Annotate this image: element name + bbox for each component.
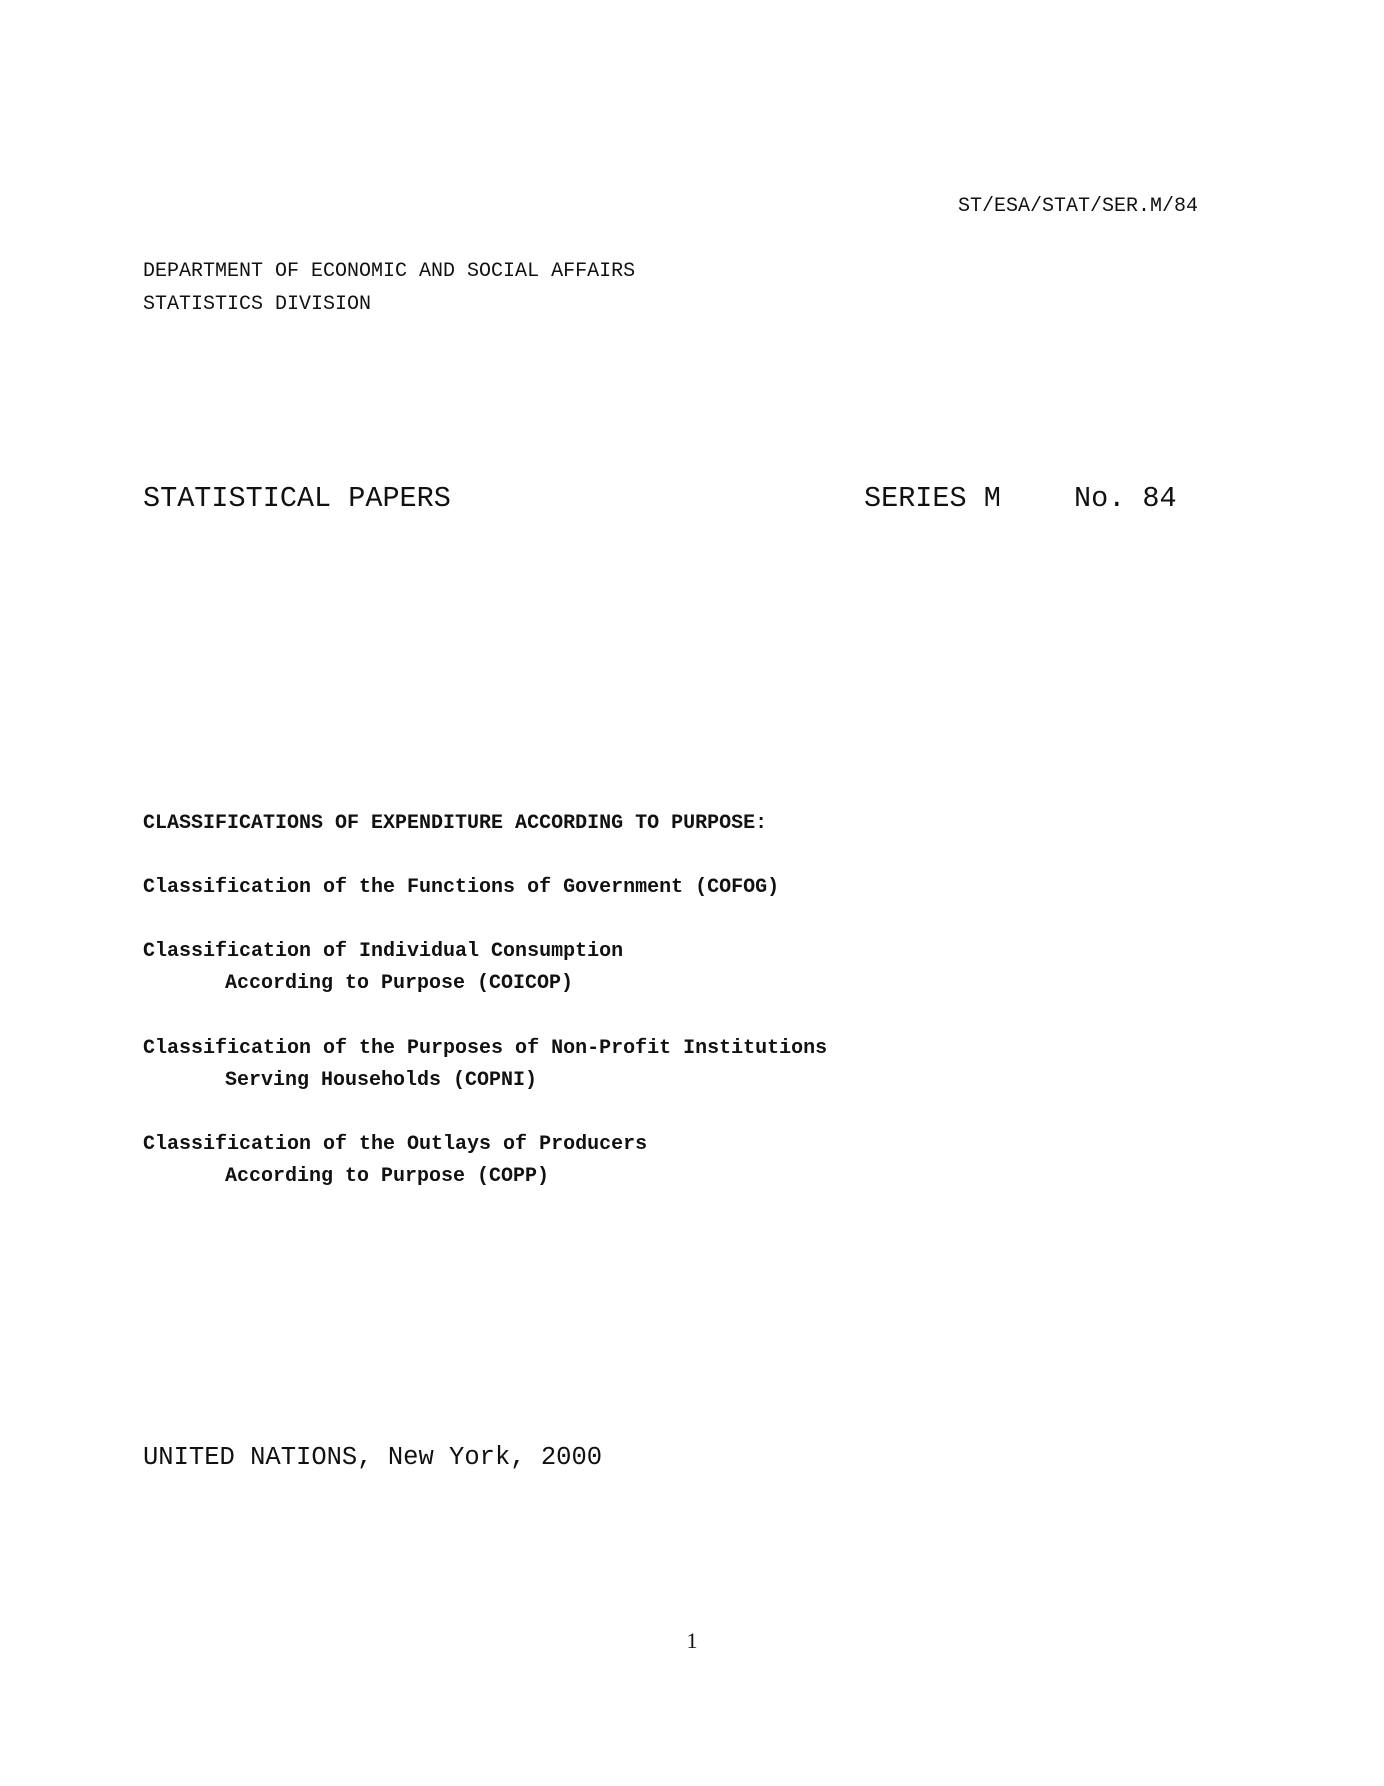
classification-coicop-line2: According to Purpose (COICOP)	[225, 972, 574, 995]
department-name: DEPARTMENT OF ECONOMIC AND SOCIAL AFFAIRS	[143, 260, 636, 283]
page-number: 1	[686, 1628, 698, 1653]
division-name: STATISTICS DIVISION	[143, 293, 372, 316]
series-number: No. 84	[1074, 482, 1177, 515]
publisher-imprint: UNITED NATIONS, New York, 2000	[143, 1443, 603, 1472]
classification-copni-line2: Serving Households (COPNI)	[225, 1069, 538, 1092]
classification-coicop-line1: Classification of Individual Consumption	[143, 940, 624, 963]
classifications-heading: CLASSIFICATIONS OF EXPENDITURE ACCORDING TO PURPOSE:	[143, 812, 768, 835]
series-label: SERIES M	[864, 482, 1001, 515]
classification-copp-line1: Classification of the Outlays of Producers	[143, 1133, 648, 1156]
series-title: STATISTICAL PAPERS	[143, 482, 451, 515]
classification-copni-line1: Classification of the Purposes of Non-Profit Institutions	[143, 1037, 828, 1060]
document-symbol: ST/ESA/STAT/SER.M/84	[958, 195, 1199, 218]
classification-copp-line2: According to Purpose (COPP)	[225, 1165, 550, 1188]
classification-cofog: Classification of the Functions of Government (COFOG)	[143, 876, 780, 899]
